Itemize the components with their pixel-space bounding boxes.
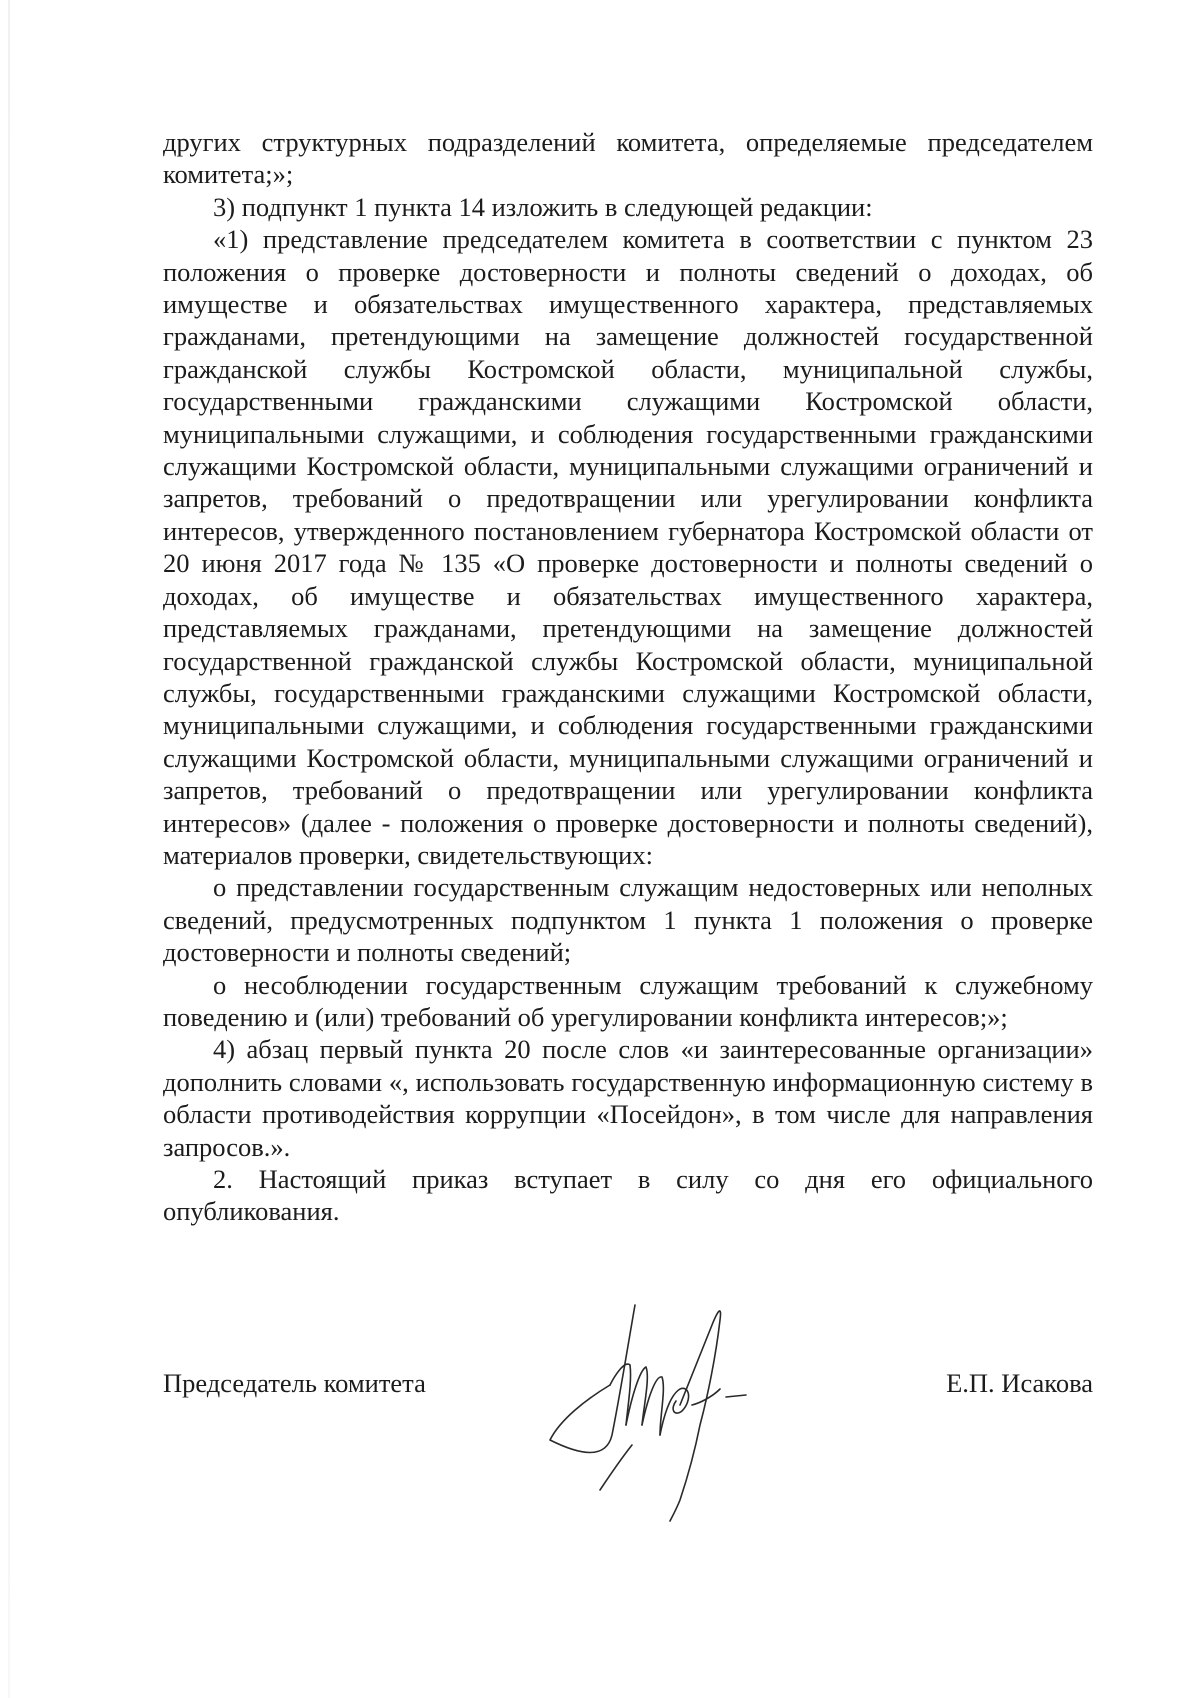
paragraph-representation: о представлении государственным служащим недостоверных или неполных сведений, предусмотренных подпунктом 1 пункта 1 положения о проверке достоверности и полноты сведений; bbox=[163, 872, 1093, 968]
handwritten-signature bbox=[540, 1285, 800, 1525]
paragraph-continuation: других структурных подразделений комитета, определяемые председателем комитета;»; bbox=[163, 127, 1093, 190]
scan-edge bbox=[8, 0, 10, 1698]
paragraph-entry-into-force: 2. Настоящий приказ вступает в силу со дня его официального опубликования. bbox=[163, 1164, 1093, 1227]
paragraph-item-3: 3) подпункт 1 пункта 14 изложить в следующей редакции: bbox=[213, 191, 873, 222]
paragraph-non-compliance: о несоблюдении государственным служащим требований к служебному поведению и (или) требований об урегулировании конфликта интересов;»; bbox=[163, 969, 1093, 1032]
paragraph-quoted-subitem-1: «1) представление председателем комитета в соответствии с пунктом 23 положения о проверке достоверности и полноты сведений о доходах, об имуществе и обязательствах имущественного характера, представляемых гражданами, претендующими на замещение должностей государственной гражданской службы Костромской области, муниципальной службы, государственными гражданскими служащими Костромской области, муниципальными служащими, и соблюдения государственными гражданскими служащими Костромской области, муниципальными служащими ограничений и запретов, требований о предотвращении или урегулировании конфликта интересов, утвержденного постановлением губернатора Костромской области от 20 июня 2017 года № 135 «О проверке достоверности и полноты сведений о доходах, об имуществе и обязательствах имущественного характера, представляемых гражданами, претендующими на замещение должностей государственной гражданской службы Костромской области, муниципальной службы, государственными гражданскими служащими Костромской области, муниципальными служащими, и соблюдения государственными гражданскими служащими Костромской области, муниципальными служащими ограничений и запретов, требований о предотвращении или урегулировании конфликта интересов» (далее - положения о проверке достоверности и полноты сведений), материалов проверки, свидетельствующих: bbox=[163, 224, 1093, 870]
signatory-role: Председатель комитета bbox=[163, 1368, 426, 1398]
paragraph-item-4: 4) абзац первый пункта 20 после слов «и заинтересованные организации» дополнить словами «, использовать государственную информационную систему в области противодействия коррупции «Посейдон», в том числе для направления запросов.». bbox=[163, 1034, 1093, 1162]
signatory-name: Е.П. Исакова bbox=[946, 1368, 1093, 1398]
document-body bbox=[163, 126, 1093, 1228]
